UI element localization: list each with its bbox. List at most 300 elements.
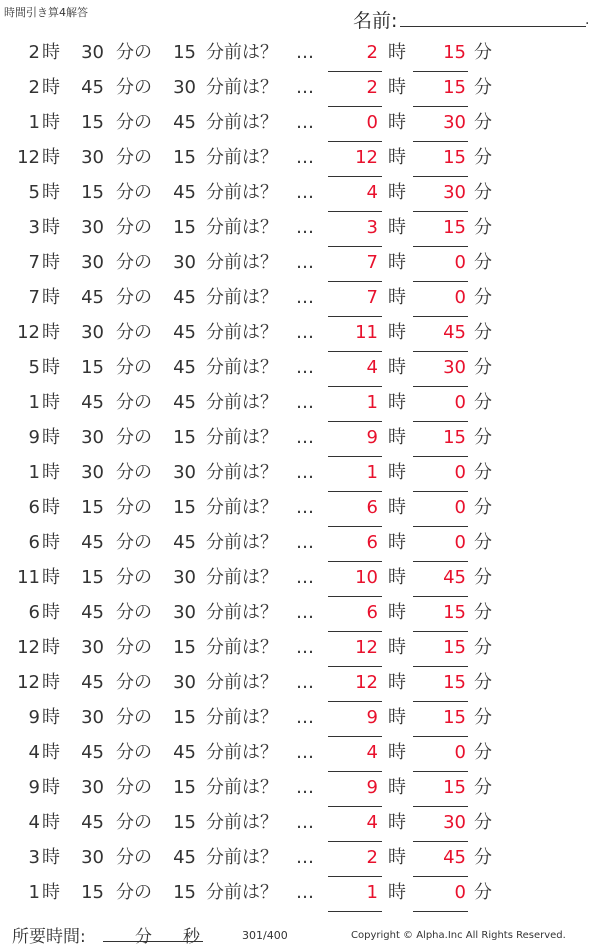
answer-hour-label: 時 xyxy=(388,182,406,203)
answer-minute: 0 xyxy=(454,287,466,308)
answer-hour-blank[interactable] xyxy=(328,421,382,422)
minute-of-label: 分の xyxy=(116,882,152,903)
answer-hour-blank[interactable] xyxy=(328,911,382,912)
question-text: 分前は？ xyxy=(206,567,278,588)
question-text: 分前は？ xyxy=(206,217,278,238)
answer-minute: 15 xyxy=(443,777,466,798)
answer-hour: 1 xyxy=(366,882,378,903)
problem-row xyxy=(0,178,600,213)
ellipsis: … xyxy=(296,77,314,98)
start-minute: 30 xyxy=(81,427,104,448)
answer-minute-label: 分 xyxy=(474,707,492,728)
minute-of-label: 分の xyxy=(116,217,152,238)
answer-hour: 6 xyxy=(366,532,378,553)
answer-minute-label: 分 xyxy=(474,217,492,238)
minute-of-label: 分の xyxy=(116,112,152,133)
answer-hour-blank[interactable] xyxy=(328,246,382,247)
minutes-before: 15 xyxy=(173,42,196,63)
minute-of-label: 分の xyxy=(116,77,152,98)
answer-minute: 0 xyxy=(454,497,466,518)
answer-minute-blank[interactable] xyxy=(413,351,468,352)
answer-minute-label: 分 xyxy=(474,427,492,448)
hour-label: 時 xyxy=(42,672,60,693)
answer-hour-blank[interactable] xyxy=(328,526,382,527)
answer-hour-blank[interactable] xyxy=(328,386,382,387)
start-hour: 6 xyxy=(28,497,40,518)
answer-minute-label: 分 xyxy=(474,532,492,553)
answer-hour: 0 xyxy=(366,112,378,133)
answer-minute-label: 分 xyxy=(474,287,492,308)
minutes-before: 15 xyxy=(173,217,196,238)
answer-minute: 15 xyxy=(443,77,466,98)
answer-minute-label: 分 xyxy=(474,847,492,868)
question-text: 分前は？ xyxy=(206,812,278,833)
minutes-before: 30 xyxy=(173,567,196,588)
answer-minute-label: 分 xyxy=(474,112,492,133)
minutes-before: 45 xyxy=(173,392,196,413)
minute-of-label: 分の xyxy=(116,532,152,553)
answer-hour: 6 xyxy=(366,602,378,623)
name-label: 名前: xyxy=(353,10,398,32)
answer-minute: 0 xyxy=(454,462,466,483)
ellipsis: … xyxy=(296,322,314,343)
start-minute: 45 xyxy=(81,77,104,98)
answer-minute-blank[interactable] xyxy=(413,316,468,317)
question-text: 分前は？ xyxy=(206,777,278,798)
problem-row xyxy=(0,38,600,73)
minutes-before: 45 xyxy=(173,287,196,308)
answer-hour-label: 時 xyxy=(388,357,406,378)
answer-minute: 15 xyxy=(443,427,466,448)
answer-minute-blank[interactable] xyxy=(413,666,468,667)
ellipsis: … xyxy=(296,462,314,483)
start-minute: 45 xyxy=(81,742,104,763)
problem-row xyxy=(0,878,600,913)
start-minute: 30 xyxy=(81,252,104,273)
answer-hour-blank[interactable] xyxy=(328,771,382,772)
answer-minute-label: 分 xyxy=(474,602,492,623)
question-text: 分前は？ xyxy=(206,847,278,868)
minute-of-label: 分の xyxy=(116,707,152,728)
answer-hour-label: 時 xyxy=(388,602,406,623)
answer-minute: 45 xyxy=(443,322,466,343)
problem-row xyxy=(0,808,600,843)
minutes-before: 15 xyxy=(173,637,196,658)
problem-row xyxy=(0,633,600,668)
minute-of-label: 分の xyxy=(116,357,152,378)
answer-minute-blank[interactable] xyxy=(413,561,468,562)
minutes-before: 15 xyxy=(173,147,196,168)
answer-minute: 30 xyxy=(443,812,466,833)
answer-hour-label: 時 xyxy=(388,42,406,63)
copyright: Copyright © Alpha.Inc All Rights Reserved. xyxy=(351,930,566,941)
answer-hour-blank[interactable] xyxy=(328,71,382,72)
ellipsis: … xyxy=(296,147,314,168)
answer-hour: 7 xyxy=(366,287,378,308)
answer-minute: 15 xyxy=(443,217,466,238)
answer-hour: 6 xyxy=(366,497,378,518)
answer-hour-label: 時 xyxy=(388,532,406,553)
start-minute: 45 xyxy=(81,532,104,553)
hour-label: 時 xyxy=(42,77,60,98)
ellipsis: … xyxy=(296,742,314,763)
ellipsis: … xyxy=(296,707,314,728)
answer-minute-blank[interactable] xyxy=(413,841,468,842)
problem-row xyxy=(0,738,600,773)
question-text: 分前は？ xyxy=(206,672,278,693)
answer-hour-label: 時 xyxy=(388,287,406,308)
ellipsis: … xyxy=(296,182,314,203)
ellipsis: … xyxy=(296,217,314,238)
question-text: 分前は？ xyxy=(206,462,278,483)
minute-of-label: 分の xyxy=(116,812,152,833)
minutes-before: 15 xyxy=(173,427,196,448)
page-number: 301/400 xyxy=(242,929,288,942)
answer-hour-label: 時 xyxy=(388,672,406,693)
answer-hour-blank[interactable] xyxy=(328,841,382,842)
minute-of-label: 分の xyxy=(116,287,152,308)
answer-hour-blank[interactable] xyxy=(328,141,382,142)
answer-minute: 15 xyxy=(443,637,466,658)
hour-label: 時 xyxy=(42,392,60,413)
start-hour: 7 xyxy=(28,252,40,273)
answer-minute-blank[interactable] xyxy=(413,176,468,177)
answer-hour: 9 xyxy=(366,777,378,798)
answer-hour-label: 時 xyxy=(388,742,406,763)
question-text: 分前は？ xyxy=(206,532,278,553)
answer-minute-label: 分 xyxy=(474,637,492,658)
problem-row xyxy=(0,528,600,563)
answer-minute: 0 xyxy=(454,742,466,763)
name-field[interactable] xyxy=(400,26,586,27)
worksheet-title: 時間引き算4解答 xyxy=(4,6,88,19)
problem-row xyxy=(0,563,600,598)
name-end: . xyxy=(585,12,590,28)
minutes-before: 45 xyxy=(173,357,196,378)
answer-hour-label: 時 xyxy=(388,637,406,658)
answer-hour-blank[interactable] xyxy=(328,736,382,737)
question-text: 分前は？ xyxy=(206,427,278,448)
start-minute: 30 xyxy=(81,217,104,238)
minute-of-label: 分の xyxy=(116,322,152,343)
answer-hour: 7 xyxy=(366,252,378,273)
minutes-before: 15 xyxy=(173,707,196,728)
question-text: 分前は？ xyxy=(206,322,278,343)
hour-label: 時 xyxy=(42,147,60,168)
answer-hour-blank[interactable] xyxy=(328,106,382,107)
problem-row xyxy=(0,143,600,178)
minutes-before: 45 xyxy=(173,847,196,868)
answer-hour-blank[interactable] xyxy=(328,491,382,492)
start-hour: 12 xyxy=(17,637,40,658)
answer-minute-label: 分 xyxy=(474,322,492,343)
minutes-before: 45 xyxy=(173,112,196,133)
hour-label: 時 xyxy=(42,637,60,658)
minutes-before: 30 xyxy=(173,672,196,693)
answer-minute: 0 xyxy=(454,392,466,413)
minutes-before: 45 xyxy=(173,182,196,203)
answer-minute-blank[interactable] xyxy=(413,526,468,527)
answer-hour-blank[interactable] xyxy=(328,596,382,597)
question-text: 分前は？ xyxy=(206,357,278,378)
answer-minute-label: 分 xyxy=(474,252,492,273)
answer-minute-blank[interactable] xyxy=(413,106,468,107)
question-text: 分前は？ xyxy=(206,287,278,308)
hour-label: 時 xyxy=(42,707,60,728)
start-hour: 9 xyxy=(28,777,40,798)
minutes-before: 45 xyxy=(173,742,196,763)
answer-minute-label: 分 xyxy=(474,777,492,798)
start-minute: 30 xyxy=(81,462,104,483)
answer-hour-label: 時 xyxy=(388,322,406,343)
answer-hour-label: 時 xyxy=(388,217,406,238)
start-hour: 7 xyxy=(28,287,40,308)
ellipsis: … xyxy=(296,532,314,553)
answer-hour-label: 時 xyxy=(388,147,406,168)
problem-row xyxy=(0,458,600,493)
ellipsis: … xyxy=(296,392,314,413)
answer-minute: 0 xyxy=(454,882,466,903)
answer-hour-label: 時 xyxy=(388,497,406,518)
hour-label: 時 xyxy=(42,42,60,63)
minute-of-label: 分の xyxy=(116,847,152,868)
minute-of-label: 分の xyxy=(116,392,152,413)
answer-minute-blank[interactable] xyxy=(413,596,468,597)
ellipsis: … xyxy=(296,112,314,133)
question-text: 分前は？ xyxy=(206,637,278,658)
answer-minute-label: 分 xyxy=(474,567,492,588)
start-hour: 5 xyxy=(28,182,40,203)
answer-hour-blank[interactable] xyxy=(328,281,382,282)
answer-hour-label: 時 xyxy=(388,392,406,413)
answer-minute-blank[interactable] xyxy=(413,421,468,422)
ellipsis: … xyxy=(296,812,314,833)
start-minute: 15 xyxy=(81,567,104,588)
start-minute: 45 xyxy=(81,287,104,308)
minutes-before: 30 xyxy=(173,462,196,483)
start-minute: 30 xyxy=(81,637,104,658)
question-text: 分前は？ xyxy=(206,882,278,903)
answer-minute-blank[interactable] xyxy=(413,71,468,72)
answer-minute-label: 分 xyxy=(474,392,492,413)
answer-minute-blank[interactable] xyxy=(413,491,468,492)
start-minute: 15 xyxy=(81,112,104,133)
start-minute: 15 xyxy=(81,882,104,903)
answer-minute-blank[interactable] xyxy=(413,911,468,912)
answer-hour-blank[interactable] xyxy=(328,701,382,702)
minute-of-label: 分の xyxy=(116,742,152,763)
start-minute: 30 xyxy=(81,147,104,168)
question-text: 分前は？ xyxy=(206,112,278,133)
minute-of-label: 分の xyxy=(116,672,152,693)
ellipsis: … xyxy=(296,42,314,63)
start-hour: 9 xyxy=(28,427,40,448)
minute-of-label: 分の xyxy=(116,637,152,658)
answer-minute-label: 分 xyxy=(474,672,492,693)
answer-minute-blank[interactable] xyxy=(413,631,468,632)
answer-minute-label: 分 xyxy=(474,147,492,168)
problem-row xyxy=(0,703,600,738)
answer-hour: 4 xyxy=(366,357,378,378)
ellipsis: … xyxy=(296,287,314,308)
answer-hour: 12 xyxy=(355,672,378,693)
answer-minute: 45 xyxy=(443,847,466,868)
answer-minute-blank[interactable] xyxy=(413,736,468,737)
answer-minute: 45 xyxy=(443,567,466,588)
answer-hour: 2 xyxy=(366,847,378,868)
start-hour: 5 xyxy=(28,357,40,378)
answer-hour: 10 xyxy=(355,567,378,588)
answer-minute-blank[interactable] xyxy=(413,456,468,457)
answer-minute: 0 xyxy=(454,532,466,553)
ellipsis: … xyxy=(296,882,314,903)
answer-hour-label: 時 xyxy=(388,812,406,833)
answer-minute: 15 xyxy=(443,42,466,63)
problem-row xyxy=(0,388,600,423)
start-minute: 30 xyxy=(81,322,104,343)
answer-minute-label: 分 xyxy=(474,742,492,763)
answer-hour-blank[interactable] xyxy=(328,561,382,562)
answer-minute-label: 分 xyxy=(474,497,492,518)
hour-label: 時 xyxy=(42,182,60,203)
start-hour: 6 xyxy=(28,602,40,623)
minutes-before: 15 xyxy=(173,497,196,518)
start-hour: 1 xyxy=(28,462,40,483)
answer-hour: 4 xyxy=(366,182,378,203)
problem-row xyxy=(0,773,600,808)
ellipsis: … xyxy=(296,252,314,273)
minute-of-label: 分の xyxy=(116,147,152,168)
start-minute: 15 xyxy=(81,182,104,203)
answer-minute: 15 xyxy=(443,602,466,623)
question-text: 分前は？ xyxy=(206,252,278,273)
problem-row xyxy=(0,248,600,283)
start-minute: 30 xyxy=(81,777,104,798)
hour-label: 時 xyxy=(42,742,60,763)
answer-hour: 12 xyxy=(355,637,378,658)
time-required-label: 所要時間: xyxy=(12,927,86,947)
question-text: 分前は？ xyxy=(206,497,278,518)
minute-of-label: 分の xyxy=(116,42,152,63)
hour-label: 時 xyxy=(42,812,60,833)
problem-row xyxy=(0,423,600,458)
answer-hour-blank[interactable] xyxy=(328,806,382,807)
answer-hour-label: 時 xyxy=(388,847,406,868)
minute-of-label: 分の xyxy=(116,182,152,203)
answer-hour-label: 時 xyxy=(388,567,406,588)
answer-minute: 0 xyxy=(454,252,466,273)
start-minute: 45 xyxy=(81,602,104,623)
problem-row xyxy=(0,213,600,248)
answer-hour-blank[interactable] xyxy=(328,456,382,457)
start-hour: 1 xyxy=(28,882,40,903)
answer-hour-blank[interactable] xyxy=(328,666,382,667)
problem-row xyxy=(0,493,600,528)
answer-minute: 15 xyxy=(443,672,466,693)
hour-label: 時 xyxy=(42,602,60,623)
answer-minute-blank[interactable] xyxy=(413,876,468,877)
hour-label: 時 xyxy=(42,322,60,343)
answer-hour-blank[interactable] xyxy=(328,176,382,177)
start-hour: 12 xyxy=(17,322,40,343)
start-minute: 15 xyxy=(81,357,104,378)
start-hour: 1 xyxy=(28,392,40,413)
answer-hour: 9 xyxy=(366,427,378,448)
answer-hour-label: 時 xyxy=(388,252,406,273)
minutes-before: 30 xyxy=(173,77,196,98)
time-second-label: 秒 xyxy=(183,927,200,947)
answer-minute-blank[interactable] xyxy=(413,771,468,772)
answer-minute-label: 分 xyxy=(474,42,492,63)
question-text: 分前は？ xyxy=(206,147,278,168)
answer-hour-blank[interactable] xyxy=(328,316,382,317)
answer-hour-blank[interactable] xyxy=(328,631,382,632)
answer-hour: 1 xyxy=(366,462,378,483)
answer-hour-label: 時 xyxy=(388,462,406,483)
hour-label: 時 xyxy=(42,112,60,133)
problem-row xyxy=(0,668,600,703)
time-minute-label: 分 xyxy=(135,927,152,947)
start-hour: 12 xyxy=(17,672,40,693)
answer-hour-blank[interactable] xyxy=(328,876,382,877)
answer-minute-blank[interactable] xyxy=(413,806,468,807)
answer-minute-blank[interactable] xyxy=(413,141,468,142)
answer-minute-blank[interactable] xyxy=(413,701,468,702)
hour-label: 時 xyxy=(42,462,60,483)
minutes-before: 45 xyxy=(173,322,196,343)
problem-row xyxy=(0,73,600,108)
ellipsis: … xyxy=(296,777,314,798)
answer-hour-blank[interactable] xyxy=(328,211,382,212)
ellipsis: … xyxy=(296,497,314,518)
answer-minute-blank[interactable] xyxy=(413,246,468,247)
answer-hour-label: 時 xyxy=(388,112,406,133)
answer-minute-blank[interactable] xyxy=(413,386,468,387)
hour-label: 時 xyxy=(42,847,60,868)
answer-minute-blank[interactable] xyxy=(413,211,468,212)
answer-hour-label: 時 xyxy=(388,882,406,903)
start-hour: 6 xyxy=(28,532,40,553)
start-minute: 30 xyxy=(81,847,104,868)
question-text: 分前は？ xyxy=(206,602,278,623)
minutes-before: 30 xyxy=(173,602,196,623)
hour-label: 時 xyxy=(42,567,60,588)
answer-minute-blank[interactable] xyxy=(413,281,468,282)
start-hour: 3 xyxy=(28,217,40,238)
question-text: 分前は？ xyxy=(206,182,278,203)
start-hour: 12 xyxy=(17,147,40,168)
ellipsis: … xyxy=(296,567,314,588)
answer-minute: 30 xyxy=(443,112,466,133)
start-minute: 15 xyxy=(81,497,104,518)
minute-of-label: 分の xyxy=(116,427,152,448)
hour-label: 時 xyxy=(42,252,60,273)
problem-row xyxy=(0,318,600,353)
minute-of-label: 分の xyxy=(116,462,152,483)
ellipsis: … xyxy=(296,672,314,693)
problem-row xyxy=(0,598,600,633)
answer-minute-label: 分 xyxy=(474,357,492,378)
ellipsis: … xyxy=(296,427,314,448)
start-hour: 9 xyxy=(28,707,40,728)
start-hour: 11 xyxy=(17,567,40,588)
minute-of-label: 分の xyxy=(116,777,152,798)
ellipsis: … xyxy=(296,357,314,378)
answer-minute-label: 分 xyxy=(474,882,492,903)
answer-hour: 2 xyxy=(366,77,378,98)
minutes-before: 30 xyxy=(173,252,196,273)
answer-hour-blank[interactable] xyxy=(328,351,382,352)
